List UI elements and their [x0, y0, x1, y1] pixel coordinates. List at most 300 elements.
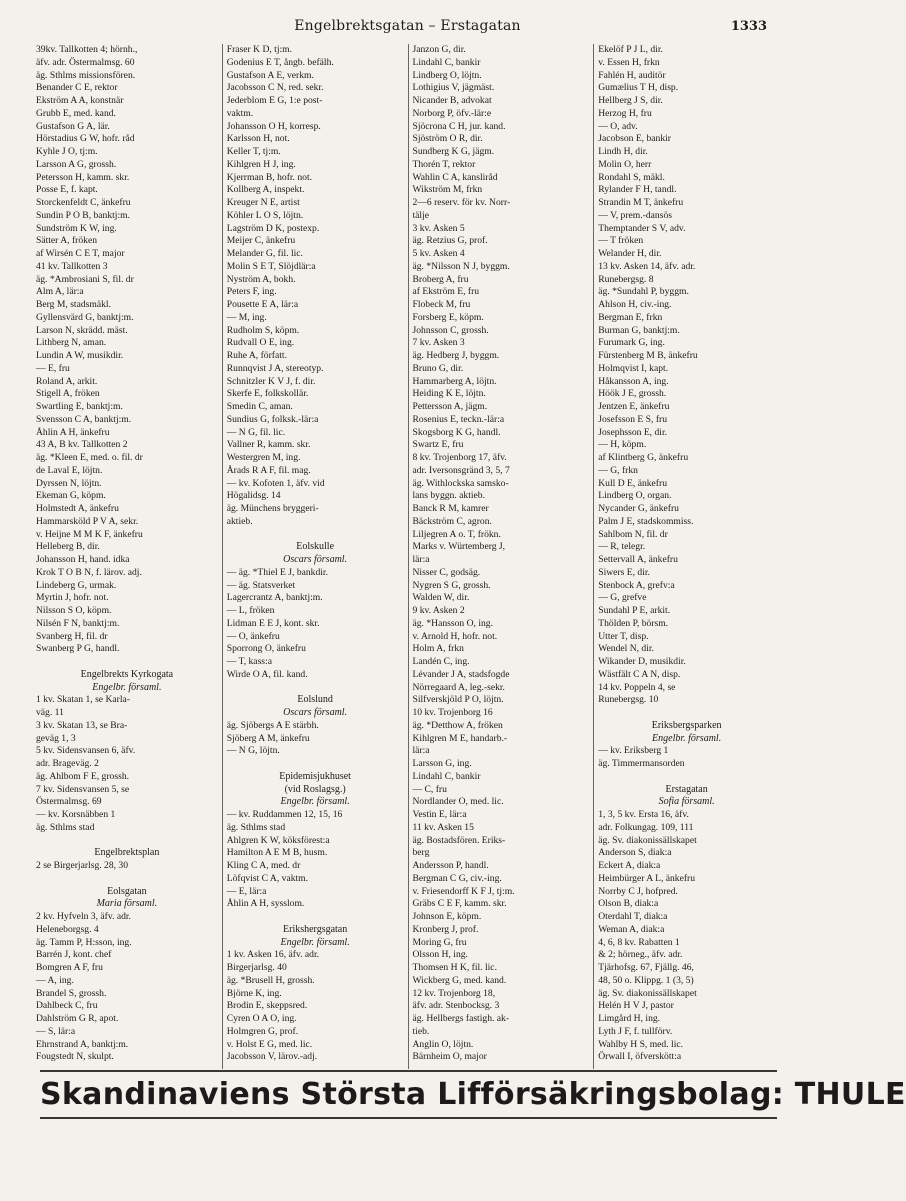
directory-entry: Jentzen E, änkefru [598, 401, 670, 412]
directory-entry: 2 kv. Hyfveln 3, äfv. adr. [36, 911, 131, 922]
directory-entry: Silfverskjöld P O, löjtn. [412, 694, 504, 706]
directory-entry: Nygren S G, grossh. [412, 579, 491, 591]
directory-entry: Rudholm S, köpm. [226, 324, 300, 336]
directory-entry: Welander H, dir. [598, 248, 662, 259]
directory-entry: Heimbürger A L, änkefru [598, 872, 696, 884]
directory-entry: Skogsborg K G, handl. [412, 426, 501, 438]
directory-entry: Rudvall O E, ing. [226, 337, 295, 349]
directory-entry: Fougstedt N, skulpt. [36, 1051, 114, 1063]
directory-entry: Fraser K D, tj:m. [226, 44, 293, 55]
directory-entry: Benander C E, rektor [36, 82, 118, 94]
directory-entry: Kull D E, änkefru [598, 477, 667, 489]
directory-entry: Högalidsg. 14 [226, 490, 281, 502]
directory-entry: Melander G, fil. lic. [226, 248, 303, 259]
directory-entry: Petersson H, kamm. skr. [36, 171, 130, 183]
directory-entry: Lyth J F, f. tullförv. [598, 1025, 673, 1037]
directory-entry: Håkansson A, ing. [598, 375, 669, 387]
directory-entry: Ekelöf P J L, dir. [598, 44, 663, 55]
directory-entry: Sporrong O, änkefru [226, 643, 306, 655]
directory-entry: Anglin O, löjtn. [412, 1038, 474, 1050]
directory-entry [36, 656, 218, 669]
directory-entry: — E, lär:a [226, 885, 267, 897]
directory-entry: Myrtin J, hofr. not. [36, 592, 109, 604]
directory-entry: Bäckström C, agron. [412, 515, 492, 527]
directory-entry: 48, 50 o. Klippg. 1 (3, 5) [598, 974, 694, 986]
directory-entry: äg. *Kleen E, med. o. fil. dr [36, 452, 143, 463]
directory-entry: Strandin M T, änkefru [598, 197, 684, 208]
directory-entry: adr. Iversonsgränd 3, 5, 7 [412, 464, 510, 476]
section-heading: Eriksbergsparken [651, 719, 722, 731]
directory-entry: Swanberg P G, handl. [36, 643, 120, 655]
directory-entry: Johansson H, hand. idka [36, 554, 130, 565]
directory-entry: de Laval E, löjtn. [36, 464, 103, 476]
directory-entry: — M, ing. [226, 311, 267, 323]
directory-entry: — S, lär:a [36, 1025, 76, 1037]
directory-entry: Vallner R, kamm. skr. [226, 439, 311, 451]
directory-entry: Norrby C J, hofpred. [598, 885, 678, 897]
directory-entry: Pousette E A, lär:a [226, 299, 299, 310]
directory-entry: Gyllensvärd G, banktj:m. [36, 311, 134, 323]
directory-entry: lans byggn. aktieb. [412, 490, 485, 502]
directory-entry: äg. Sthlms stad [36, 821, 95, 833]
directory-entry: Nycander G, änkefru [598, 503, 679, 514]
running-title: Engelbrektsgatan – Erstagatan [294, 18, 521, 34]
directory-entry: Runebergsg. 10 [598, 694, 659, 706]
directory-entry: Gräbs C E F, kamm. skr. [412, 898, 507, 910]
directory-entry: Josefsson E S, fru [598, 413, 668, 425]
directory-entry: Banck R M, kamrer [412, 503, 489, 514]
directory-entry: Alm A, lär:a [36, 286, 84, 298]
directory-entry: aktieb. [226, 515, 253, 527]
directory-entry: Roland A, arkit. [36, 375, 98, 387]
directory-entry: — L, fröken [226, 605, 275, 616]
directory-entry: Molin O, herr [598, 158, 652, 170]
directory-entry: Barrén J, kont. chef [36, 949, 112, 961]
directory-entry: af Klintberg G, änkefru [598, 452, 689, 463]
section-heading: (vid Roslagsg.) [284, 783, 346, 795]
directory-entry: äg. Withlockska samsko- [412, 477, 509, 489]
directory-entry: Kollberg A, inspekt. [226, 184, 305, 196]
section-heading: Erikshergsgatan [283, 923, 348, 935]
directory-entry: Larson N, skrädd. mäst. [36, 324, 128, 336]
directory-entry: — G, grefve [598, 592, 647, 604]
directory-entry: Lindberg O, organ. [598, 490, 672, 502]
directory-entry: Stigell A, fröken [36, 388, 100, 400]
directory-entry: Broberg A, fru [412, 273, 469, 285]
directory-column-2 [222, 44, 408, 1069]
directory-entry: Forsberg E, köpm. [412, 311, 484, 323]
directory-entry: — A, ing. [36, 974, 74, 986]
directory-entry: Andersson P, handl. [412, 860, 489, 871]
directory-entry: — C, fru [412, 783, 447, 795]
directory-entry: Themptander S V, adv. [598, 222, 686, 234]
directory-entry: äg. *Ambrosiani S, fil. dr [36, 273, 134, 285]
section-heading: Engelbrekts Kyrkogata [80, 668, 174, 680]
section-heading: Maria församl. [96, 898, 158, 910]
directory-entry: äg. *Brusell H, grossh. [226, 974, 315, 986]
directory-entry: adr. Brageväg. 2 [36, 758, 99, 769]
directory-entry: Hammarsköld P V A, sekr. [36, 515, 139, 527]
directory-entry: Palm J E, stadskommiss. [598, 515, 694, 527]
directory-entry: Brodin E, skeppsred. [226, 1000, 308, 1012]
directory-entry: — V, prem.-dansös [598, 209, 672, 221]
directory-entry: v. Friesendorff K F J, tj:m. [412, 885, 515, 897]
directory-entry: Vestin E, lär:a [412, 809, 467, 820]
directory-entry: Olson B, diak:a [598, 898, 659, 910]
directory-entry: 1 kv. Asken 16, äfv. adr. [226, 949, 320, 961]
directory-entry: Fürstenberg M B, änkefru [598, 350, 698, 361]
directory-entry: Johnsson C, grossh. [412, 324, 489, 336]
directory-entry: Burman G, banktj:m. [598, 324, 680, 336]
directory-entry: Lindberg O, löjtn. [412, 69, 482, 81]
directory-entry: Sjöström O R, dir. [412, 133, 483, 145]
directory-entry: Heiding K E, löjtn. [412, 388, 486, 400]
directory-entry: äg. Bostadsfören. Eriks- [412, 834, 506, 846]
directory-entry: — O, adv. [598, 120, 638, 132]
directory-entry: 7 kv. Sidensvansen 5, se [36, 783, 130, 795]
directory-entry [598, 771, 775, 784]
directory-entry: Larsson A G, grossh. [36, 158, 117, 170]
directory-entry: Kyhle J O, tj:m. [36, 146, 98, 157]
directory-entry: 5 kv. Asken 4 [412, 248, 465, 259]
directory-entry: Årads R A F, fil. mag. [226, 464, 311, 476]
directory-entry: Furumark G, ing. [598, 337, 665, 349]
directory-entry: — G, frkn [598, 464, 638, 476]
directory-entry: äg. *Sundahl P, byggm. [598, 286, 689, 298]
directory-entry: äg. Ahlbom F E, grossh. [36, 770, 130, 782]
directory-entry: Pettersson A, jägm. [412, 401, 488, 412]
directory-entry: 13 kv. Asken 14, äfv. adr. [598, 260, 696, 272]
directory-entry: Lindahl C, bankir [412, 770, 481, 782]
directory-entry: Wästfält C A N, disp. [598, 668, 681, 680]
directory-entry: Jacobson E, bankir [598, 133, 671, 145]
directory-entry: Norborg P, öfv.-lär:e [412, 107, 492, 119]
directory-entry: lär:a [412, 745, 430, 757]
directory-entry: Runnqvist J A, stereotyp. [226, 362, 324, 374]
section-heading: Engelbrektsplan [94, 847, 160, 859]
directory-entry: Köhler L O S, löjtn. [226, 209, 304, 221]
directory-entry: Åhlin A H, sysslom. [226, 898, 305, 910]
directory-entry: äfv. adr. Östermalmsg. 60 [36, 56, 135, 68]
directory-entry: äg. Sthlms stad [226, 821, 286, 833]
directory-entry: Nordlander O, med. lic. [412, 796, 504, 808]
directory-entry: väg. 11 [36, 707, 64, 718]
directory-entry: Holm A, frkn [412, 643, 464, 655]
directory-entry: Kjerrman B, hofr. not. [226, 171, 313, 183]
directory-entry: Peters F, ing. [226, 286, 277, 298]
directory-entry: Grubb E, med. kand. [36, 107, 116, 119]
directory-entry: Anderson S, diak:a [598, 847, 672, 859]
directory-entry: Josephsson E, dir. [598, 426, 668, 438]
directory-entry: Åhlin A H, änkefru [36, 426, 110, 438]
directory-entry: — E, fru [36, 362, 70, 374]
section-heading: Engelbr. församl. [652, 732, 722, 744]
directory-column-4 [593, 44, 779, 1069]
directory-entry: Gustafson G A, lär. [36, 120, 110, 132]
directory-entry: Höök J E, grossh. [598, 388, 667, 400]
directory-entry: af Ekström E, fru [412, 286, 480, 298]
directory-entry: Svensson C A, banktj:m. [36, 413, 132, 425]
directory-entry: Limgård H, ing. [598, 1013, 661, 1024]
directory-entry: 4, 6, 8 kv. Rabatten 1 [598, 936, 680, 948]
directory-entry: — H, köpm. [598, 439, 647, 451]
directory-entry [227, 529, 404, 542]
directory-entry: 12 kv. Trojenborg 18, [412, 987, 496, 999]
directory-entry: Rosenius E, teckn.-lär:a [412, 413, 505, 425]
directory-entry: Herzog H, fru [598, 107, 652, 119]
directory-entry: Nicander B, advokat [412, 95, 492, 106]
directory-entry: — T, kass:a [226, 656, 272, 667]
directory-entry: Godenius E T, ångb. befälh. [226, 56, 334, 68]
directory-entry: — kv. Ruddammen 12, 15, 16 [226, 809, 343, 820]
directory-entry: Lidman E E J, kont. skr. [226, 617, 320, 629]
directory-entry: Settervall A, änkefru [598, 554, 678, 565]
directory-entry: tälje [412, 209, 430, 221]
section-heading: Engelbr. församl. [280, 796, 350, 808]
directory-entry: äg. Tamm P, H:sson, ing. [36, 936, 132, 948]
directory-entry: Sätter A, fröken [36, 235, 98, 247]
directory-entry: Kihlgren M E, handarb.- [412, 732, 508, 744]
directory-entry: Walden W, dir. [412, 592, 470, 604]
section-heading: Eolskulle [296, 541, 335, 553]
directory-entry: — äg. Statsverket [226, 579, 296, 591]
directory-entry: Östermalmsg. 69 [36, 796, 102, 808]
directory-entry: 41 kv. Tallkotten 3 [36, 260, 108, 272]
directory-entry: Skerfe E, folkskollär. [226, 388, 309, 400]
directory-entry: Smedin C, aman. [226, 401, 293, 412]
directory-entry: & 2; hörneg., äfv. adr. [598, 949, 683, 961]
directory-entry: Thölden P, börsm. [598, 617, 669, 629]
directory-entry: Kling C A, med. dr [226, 860, 301, 871]
directory-entry: Sahlbom N, fil. dr [598, 528, 668, 540]
directory-entry: Flobeck M, fru [412, 299, 471, 310]
directory-entry: Nilsén F N, banktj:m. [36, 617, 120, 629]
directory-entry: Hörstadius G W, hofr. råd [36, 133, 135, 145]
section-heading: Eolslund [297, 694, 333, 706]
directory-entry: Swartz E, fru [412, 439, 464, 451]
directory-entry: af Wirsén C E T, major [36, 248, 125, 259]
directory-entry: Ekeman G, köpm. [36, 490, 106, 502]
directory-entry: adr. Folkungag. 109, 111 [598, 821, 694, 833]
directory-entry: Nisser C, godsäg. [412, 566, 481, 578]
directory-entry: Gumælius T H, disp. [598, 82, 679, 94]
directory-entry: Keller T, tj:m. [226, 146, 281, 157]
directory-entry: Thomsen H K, fil. lic. [412, 962, 497, 973]
directory-entry: Westergren M, ing. [226, 452, 301, 463]
directory-entry: Helleberg B, dir. [36, 541, 100, 553]
directory-entry: Svanberg H, fil. dr [36, 630, 108, 642]
directory-entry: — R, telegr. [598, 541, 646, 553]
directory-entry: Weman A, diak:a [598, 923, 665, 935]
directory-entry: äg. Timmermansorden [598, 758, 685, 769]
directory-entry: 3 kv. Skatan 13, se Bra- [36, 719, 128, 731]
directory-entry: vaktm. [226, 107, 254, 119]
directory-entry: Hammarberg A, löjtn. [412, 375, 497, 387]
directory-entry: Hellberg J S, dir. [598, 95, 663, 106]
directory-entry: Bergman C G, civ.-ing. [412, 872, 502, 884]
directory-entry: Dyrssen N, löjtn. [36, 477, 102, 489]
section-heading: Engelbr. församl. [280, 936, 350, 948]
directory-entry: Holmgren G, prof. [226, 1025, 299, 1037]
directory-entry: Oterdahl T, diak:a [598, 911, 668, 922]
directory-entry: Ruhe A, författ. [226, 350, 287, 361]
directory-entry: — O, änkefru [226, 630, 280, 642]
directory-entry: 8 kv. Trojenborg 17, äfv. [412, 452, 507, 463]
directory-entry [36, 873, 218, 886]
directory-entry: lär:a [412, 554, 430, 565]
directory-entry: Stenbock A, grefv:a [598, 579, 675, 591]
directory-entry: Dahlström G R, apot. [36, 1013, 119, 1024]
directory-entry: Wikström M, frkn [412, 184, 483, 196]
directory-entry: 14 kv. Poppeln 4, se [598, 681, 676, 693]
directory-entry: Ekström A A, konstnär [36, 95, 124, 106]
directory-entry: — N G, löjtn. [226, 745, 280, 757]
directory-entry: Lévander J A, stadsfogde [412, 668, 510, 680]
directory-entry [227, 682, 404, 695]
directory-entry: Karlsson H, not. [226, 133, 290, 145]
directory-entry: Storckenfeldt C, änkefru [36, 197, 131, 208]
directory-entry: Ahlgren K W, köksförest:a [226, 834, 330, 846]
directory-entry: Kronberg J, prof. [412, 923, 479, 935]
directory-entry: Sundin P O B, banktj:m. [36, 209, 130, 221]
directory-entry: äg. Hedberg J, byggm. [412, 350, 500, 361]
directory-entry: äg. Sv. diakonissällskapet [598, 834, 697, 846]
directory-entry: 2—6 reserv. för kv. Norr- [412, 197, 511, 208]
directory-entry: 1 kv. Skatan 1, se Karla- [36, 694, 130, 706]
directory-entry: äg. *Hansson O, ing. [412, 617, 493, 629]
directory-entry: — kv. Korsnäbben 1 [36, 809, 116, 820]
banner-rule-top [40, 1070, 777, 1072]
directory-entry: Wahlby H S, med. lic. [598, 1038, 684, 1050]
directory-entry: Holmstedt A, änkefru [36, 503, 119, 514]
directory-entry: Ehrnstrand A, banktj:m. [36, 1038, 129, 1050]
directory-entry: tieb. [412, 1025, 430, 1037]
directory-entry: Sundberg K G, jägm. [412, 146, 495, 157]
directory-entry: Lagercrantz A, banktj:m. [226, 592, 323, 604]
directory-entry: Bruno G, dir. [412, 362, 464, 374]
directory-entry: Cyren O A O, ing. [226, 1013, 297, 1024]
directory-entry: Hamilton A E M B, husm. [226, 847, 328, 859]
directory-entry [227, 911, 404, 924]
directory-entry: äfv. adr. Stenbocksg. 3 [412, 1000, 500, 1012]
advertisement-banner: Skandinaviens Största Lifförsäkringsbolag: THULE [40, 1077, 906, 1112]
directory-entry [36, 835, 218, 848]
directory-entry: Swartling E, banktj:m. [36, 401, 123, 412]
directory-entry: Holmqvist I, kapt. [598, 362, 669, 374]
directory-entry: Nilsson S O, köpm. [36, 605, 112, 616]
directory-entry: 43 A, B kv. Tallkotten 2 [36, 439, 128, 451]
directory-entry: Sundström K W, ing. [36, 222, 117, 234]
directory-entry: Ahlson H, civ.-ing. [598, 299, 672, 310]
directory-entry: Wickberg G, med. kand. [412, 974, 507, 986]
directory-entry: — T fröken [598, 235, 644, 247]
directory-entry: Björne K, ing. [226, 987, 282, 999]
section-heading: Sofia församl. [658, 796, 715, 808]
section-heading: Engelbr. församl. [92, 681, 162, 693]
directory-entry: Utter T, disp. [598, 630, 649, 642]
directory-entry: Nyström A, bokh. [226, 273, 296, 285]
directory-entry: Wendel N, dir. [598, 643, 654, 655]
directory-entry: Larsson G, ing. [412, 758, 472, 769]
directory-entry: Brandel S, grossh. [36, 987, 107, 999]
directory-entry: v. Arnold H, hofr. not. [412, 630, 498, 642]
directory-entry: Lithberg N, aman. [36, 337, 107, 349]
directory-entry: 1, 3, 5 kv. Ersta 16, äfv. [598, 809, 689, 820]
directory-entry: Siwers E, dir. [598, 566, 650, 578]
directory-entry: Fahlén H, auditör [598, 69, 666, 81]
directory-entry: Rondahl S, mäkl. [598, 171, 665, 183]
directory-entry: — äg. *Thiel E J, bankdir. [226, 566, 328, 578]
directory-entry: v. Essen H, frkn [598, 56, 660, 68]
directory-entry: äg. Hellbergs fastigh. ak- [412, 1013, 510, 1024]
directory-entry: Bomgren A F, fru [36, 962, 103, 973]
directory-entry: Lindh H, dir. [598, 146, 648, 157]
directory-entry: 9 kv. Asken 2 [412, 605, 465, 616]
directory-entry: v. Heijne M M K F, änkefru [36, 528, 143, 540]
directory-entry: 2 se Birgerjarlsg. 28, 30 [36, 860, 129, 871]
directory-entry: äg. Sv. diakonissällskapet [598, 987, 697, 999]
directory-entry: v. Holst E G, med. lic. [226, 1038, 313, 1050]
directory-entry: äg. Sjöbergs A E stärbh. [226, 719, 319, 731]
directory-entry: Löfqvist C A, vaktm. [226, 872, 309, 884]
directory-entry [598, 707, 775, 720]
directory-entry: — kv. Kofoten 1, äfv. vid [226, 477, 325, 489]
directory-entry: Bärnheim O, major [412, 1051, 487, 1063]
directory-entry: Landén C, ing. [412, 656, 470, 667]
directory-entry: Olsson H, ing. [412, 949, 468, 961]
directory-entry: 3 kv. Asken 5 [412, 222, 465, 234]
directory-entry: äg. Retzius G, prof. [412, 235, 488, 247]
directory-entry: 5 kv. Sidensvansen 6, äfv. [36, 745, 136, 757]
directory-entry: — N G, fil. lic. [226, 426, 286, 438]
directory-entry: Sjöcrona C H, jur. kand. [412, 120, 506, 132]
directory-entry: Lindeberg G, urmak. [36, 579, 117, 591]
directory-entry: Meijer C, änkefru [226, 235, 296, 247]
section-heading: Epidemisjukhuset [279, 770, 351, 782]
directory-entry: Wahlin C A, kanslіråd [412, 171, 498, 183]
directory-entry: Kihlgren H J, ing. [226, 158, 296, 170]
directory-entry: Nörregaard A, leg.-sekr. [412, 681, 505, 693]
page-number: 1333 [730, 19, 767, 34]
directory-entry: Posse E, f. kapt. [36, 184, 98, 196]
banner-rule-bottom [40, 1117, 777, 1119]
directory-entry: Wirde O A, fil. kand. [226, 668, 308, 680]
directory-columns [36, 44, 779, 1069]
directory-entry: Lothigius V, jägmäst. [412, 82, 495, 94]
directory-entry: äg. *Detthow A, fröken [412, 719, 503, 731]
directory-entry: Örwall I, öfverskött:a [598, 1051, 682, 1063]
directory-entry: Moring G, fru [412, 936, 467, 948]
directory-entry: 7 kv. Asken 3 [412, 337, 465, 349]
directory-entry: Jacobsson V, lärov.-adj. [226, 1051, 318, 1063]
directory-entry: Birgerjarlsg. 40 [226, 962, 287, 973]
directory-entry: Lindahl C, bankir [412, 56, 481, 68]
directory-entry: Wikander D, musikdir. [598, 656, 686, 667]
directory-entry: Janzon G, dir. [412, 44, 466, 55]
directory-entry: 11 kv. Asken 15 [412, 821, 474, 833]
directory-column-1 [36, 44, 222, 1069]
directory-entry: Schnitzler K V J, f. dir. [226, 375, 316, 387]
section-heading: Oscars församl. [283, 554, 348, 565]
directory-entry: Bergman E, frkn [598, 311, 663, 323]
section-heading: Oscars församl. [283, 707, 348, 718]
directory-entry: Johansson O H, korresp. [226, 120, 321, 132]
directory-entry: Johnson E, köpm. [412, 911, 482, 922]
directory-entry: Lundin A W, musikdir. [36, 350, 124, 361]
page-header [40, 18, 775, 40]
directory-entry: Krok T O B N, f. lärov. adj. [36, 566, 142, 578]
directory-entry: Jederblom E G, 1:e post- [226, 95, 323, 106]
